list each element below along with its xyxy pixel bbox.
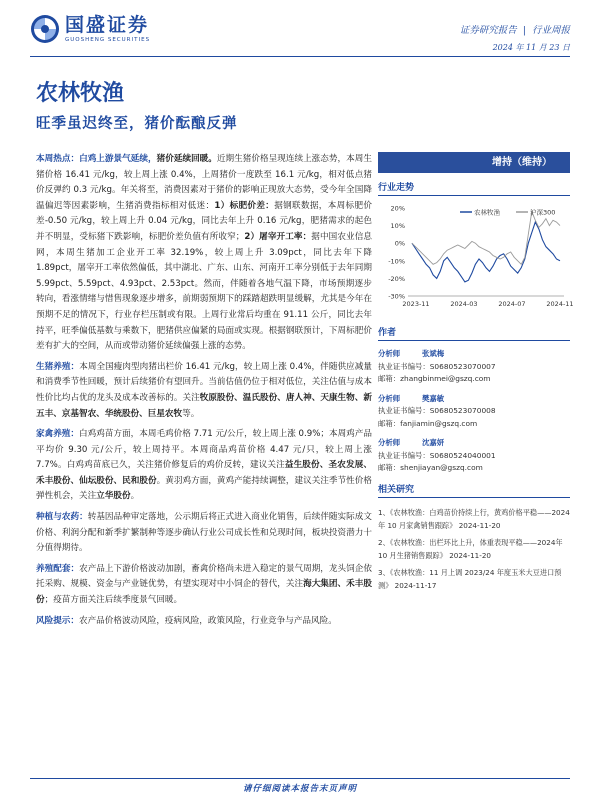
hotspot-lead: 白鸡上游景气延续， [79, 154, 157, 164]
industry-title: 农林牧渔 [36, 80, 125, 106]
related-report-item[interactable]: 2、《农林牧渔：出栏环比上升，体重表现平稳——2024年 10 月生猪销售跟踪》 2024-11-20 [378, 537, 563, 560]
report-meta [457, 22, 570, 53]
author-1 [378, 348, 570, 386]
author-name-row [378, 393, 570, 406]
hotspot-text-2: 据钢联数据，本周标肥价差-0.50 元/kg，较上周上升 0.04 元/kg，同比去年上升 0.16 元/kg，肥猪需求的起色并不明显，受标猪下跌影响，标肥价差负值有所收窄； [36, 200, 372, 242]
author-name: 沈嘉妍 [422, 438, 445, 447]
legend-label: 农林牧渔 [474, 208, 500, 217]
report-separator: | [522, 25, 526, 36]
feed-text-3: ；疫苗方面关注后续季度景气回暖。 [44, 595, 183, 606]
x-tick-label: 2024-11 [546, 300, 574, 308]
x-tick-label: 2023-11 [402, 300, 430, 308]
hotspot-subtitle-2: 2）屠宰开工率： [244, 231, 312, 242]
y-tick-label: -20% [388, 274, 405, 283]
hotspot-subtitle-1: 1）标肥价差： [214, 200, 275, 211]
feed-text-1: 农产品上下游价格波动加剧，畜禽价格尚未进入稳定的景气周期，龙头饲企依托采购、规模、资金与产业链优势，有望实现对中小饲企的替代，关注 [36, 563, 372, 590]
author-email[interactable]: 邮箱：shenjiayan@gszq.com [378, 463, 483, 472]
report-subtype: 行业周报 [531, 25, 570, 36]
y-tick-label: 0% [394, 239, 405, 248]
hog-stocks: 牧原股份、温氏股份、唐人神、天康生物、新五丰、京基智农、华统股份、巨星农牧 [36, 392, 372, 419]
poultry-title: 家禽养殖： [36, 429, 80, 440]
footer-divider [30, 778, 570, 779]
seeds-title: 种植与农药： [36, 512, 88, 523]
report-date: 2024 年 11 月 23 日 [492, 43, 570, 52]
related-report-item[interactable]: 1、《农林牧渔：白鸡苗价持续上行，黄鸡价格平稳——2024 年 10 月家禽销售跟踪》 2024-11-20 [378, 507, 570, 530]
report-body [36, 152, 372, 634]
risk-title: 风险提示： [36, 615, 79, 626]
author-3 [378, 437, 570, 475]
series-line-1 [412, 222, 560, 282]
author-2 [378, 393, 570, 431]
series-line-2 [412, 212, 560, 265]
related-section-title: 相关研究 [378, 482, 570, 498]
feed-paragraph [36, 562, 372, 609]
related-report-item[interactable]: 3、《农林牧渔：11 月上调 2023/24 年度玉米大豆进口预测》 2024-11-17 [378, 567, 562, 590]
poultry-stock-2: 立华股份 [96, 491, 131, 502]
seeds-text: 转基因品种审定落地，公示期后将正式进入商业化销售，后续伴随实际成文价格、利润分配和新季扩繁制种等逐步确认行业公司成长性和兑现时间，板块投资潜力十分值得期待。 [36, 512, 372, 554]
author-cert: 执业证书编号：S0680523070007 [378, 361, 496, 371]
authors-section-title: 作者 [378, 325, 570, 341]
poultry-paragraph [36, 427, 372, 505]
author-role: 分析师 [378, 438, 401, 447]
author-cert: 执业证书编号：S0680523070008 [378, 406, 496, 415]
hog-text-3: 等。 [182, 408, 200, 419]
author-role: 分析师 [378, 393, 401, 403]
author-name-row [378, 437, 570, 450]
feed-title: 养殖配套： [36, 563, 80, 574]
hog-paragraph [36, 360, 372, 422]
author-name-row [378, 348, 570, 361]
legend-label: 沪深300 [530, 208, 556, 217]
risk-text: 农产品价格波动风险，疫病风险，政策风险，行业竞争与产品风险。 [78, 615, 337, 626]
x-tick-label: 2024-07 [498, 300, 526, 308]
trend-chart-svg [378, 198, 574, 318]
hog-title: 生猪养殖： [36, 361, 80, 372]
seeds-paragraph [36, 510, 372, 557]
poultry-stocks: 益生股份、圣农发展、禾丰股份、仙坛股份、民和股份 [36, 460, 372, 486]
trend-section-title: 行业走势 [378, 180, 570, 196]
hotspot-text-3: 据中国农业信息网，本周生猪加工企业开工率 32.19%，较上周上升 3.09pct，同比去年下降 1.89pct，屠宰开工率依然偏低，其中湖北、广东、山东、河南开工率分别低于去年同期 5.99pct、5.59pct、4.93pct、2.53pct。然而，伴随着各地气温下降，市场预期逐步转向，看涨情绪与惜售现象逐步增多，前期弱预期下的踩踏超跌明显缓解，尤其是今年在预期不足的情况下，行业存栏压制或有限。上周行业常后均重在 91.11 公斤，同比去年持平，旺季偏低基数与乘数下，肥猪供应偏紧的局面或实现。根据钢联预计，下周标肥价差有扩大的空间，从而或带动猪价延续偏强上涨的态势。 [36, 231, 372, 352]
rating-badge: 增持（维持） [378, 152, 570, 173]
author-email[interactable]: 邮箱：zhangbinmei@gszq.com [378, 374, 491, 383]
poultry-text-5: 。 [130, 491, 140, 502]
hotspot-lead-bold: 猪价延续回暖。 [156, 154, 217, 164]
hotspot-title: 本周热点： [36, 154, 80, 164]
brand-logo [30, 14, 150, 44]
report-headline: 旺季虽迟终至，猪价酝酿反弹 [36, 115, 238, 132]
report-type: 证券研究报告 [459, 25, 517, 36]
y-tick-label: -30% [388, 292, 405, 301]
x-tick-label: 2024-03 [450, 300, 478, 308]
brand-name-cn: 国盛证券 [65, 14, 150, 36]
y-tick-label: -10% [388, 257, 405, 266]
risk-paragraph [36, 614, 372, 630]
sidebar [378, 152, 574, 596]
hog-text-1: 本周全国瘦肉型肉猪出栏价 16.41 元/kg，较上周上涨 0.4%，伴随供应减量和消费季节性回暖，预计后续猪价有望回升。当前估值仍位于相对低位，关注估值与成本性价比均占优的龙头及成本改善标的。关注 [36, 361, 372, 403]
trend-chart [378, 198, 574, 318]
y-tick-label: 10% [390, 222, 405, 231]
feed-stocks: 海大集团、禾丰股份 [36, 579, 372, 606]
author-email[interactable]: 邮箱：fanjiamin@gszq.com [378, 418, 478, 428]
poultry-text-3: 。黄羽鸡方面，黄鸡产能持续调整，建议关注季节性价格弹性机会，关注 [36, 475, 372, 502]
author-role: 分析师 [378, 349, 401, 358]
authors-list [378, 348, 570, 475]
footer-disclaimer: 请仔细阅读本报告末页声明 [242, 784, 357, 794]
hotspot-paragraph [36, 152, 372, 355]
related-list [378, 506, 570, 593]
author-name: 樊嘉敏 [422, 393, 445, 403]
author-name: 张斌梅 [422, 349, 445, 358]
header-divider [30, 56, 570, 57]
page-header [0, 0, 600, 62]
brand-logo-icon [30, 14, 60, 44]
author-cert: 执业证书编号：S0680524040001 [378, 450, 496, 460]
brand-name-en: GUOSHENG SECURITIES [65, 37, 151, 43]
y-tick-label: 20% [390, 204, 405, 213]
poultry-text-1: 白鸡鸡苗方面，本周毛鸡价格 7.71 元/公斤，较上周上涨 0.9%；本周鸡产品平均价 9.30 元/公斤，较上周持平。本周商品鸡苗价格 4.47 元/只，较上周上涨 7.7%。白鸡鸡苗底已久，关注猪价修复后的鸡价反转，建议关注 [36, 429, 372, 471]
hotspot-text-1: 近期生猪价格呈现连续上涨态势，本周生猪价格 16.41 元/kg，较上周上涨 0.4%，上周猪价一度跌至 16.1 元/kg，相对低点猪价反弹约 0.3 元/kg。年关将至，消费因素对于猪价的影响正现放大态势，受今年全国降温偏迟等因素影响，生猪消费指标相对低迷： [36, 154, 372, 211]
